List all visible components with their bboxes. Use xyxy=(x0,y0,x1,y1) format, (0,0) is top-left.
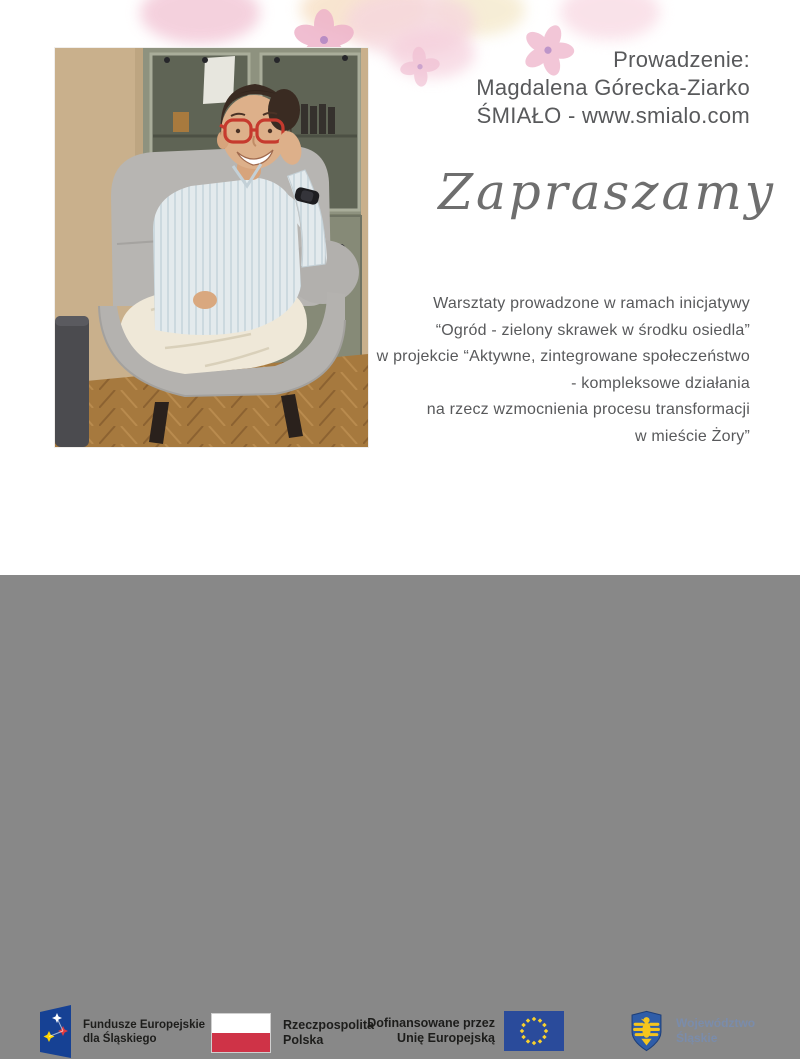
logo-label: Dofinansowane przez xyxy=(367,1016,495,1030)
description-line: “Ogród - zielony skrawek w środku osiedla” xyxy=(435,321,750,339)
invitation-script: Zapraszamy xyxy=(438,163,776,221)
logo-label: Fundusze Europejskie xyxy=(83,1019,206,1031)
description-line: Warsztaty prowadzone w ramach inicjatywy xyxy=(433,295,750,312)
heading-website: ŚMIAŁO - www.smialo.com xyxy=(476,103,750,128)
logo-fundusze-europejskie xyxy=(40,1005,205,1059)
logo-label: Śląskie xyxy=(676,1031,718,1045)
watercolor-blob xyxy=(140,0,260,44)
funding-logos-bar xyxy=(0,500,800,1047)
silesia-coat-of-arms-icon xyxy=(630,1009,663,1053)
description-line: - kompleksowe działania xyxy=(571,374,750,392)
description-line: w projekcie “Aktywne, zintegrowane społeczeństwo xyxy=(376,348,750,365)
flower-illustration xyxy=(392,40,448,96)
heading-name: Magdalena Górecka-Ziarko xyxy=(476,75,750,100)
heading-prowadzenie: Prowadzenie: xyxy=(613,47,750,72)
workshop-description xyxy=(320,291,750,450)
eu-flag-icon xyxy=(504,1011,564,1051)
logo-label: Rzeczpospolita xyxy=(283,1018,374,1032)
logo-label: Województwo xyxy=(676,1016,756,1030)
logo-dofinansowane-ue xyxy=(340,1011,564,1051)
poland-flag-icon xyxy=(211,1013,271,1053)
description-line: na rzecz wzmocnienia procesu transformacji xyxy=(426,401,750,418)
heading-block xyxy=(476,46,750,130)
logo-wojewodztwo-slaskie xyxy=(630,1009,755,1053)
description-line: w mieście Żory” xyxy=(634,427,750,445)
logo-label: Unię Europejską xyxy=(397,1031,495,1045)
logo-label: Polska xyxy=(283,1033,324,1047)
logo-label: dla Śląskiego xyxy=(83,1033,157,1045)
eu-funds-flag-icon xyxy=(40,1005,72,1059)
